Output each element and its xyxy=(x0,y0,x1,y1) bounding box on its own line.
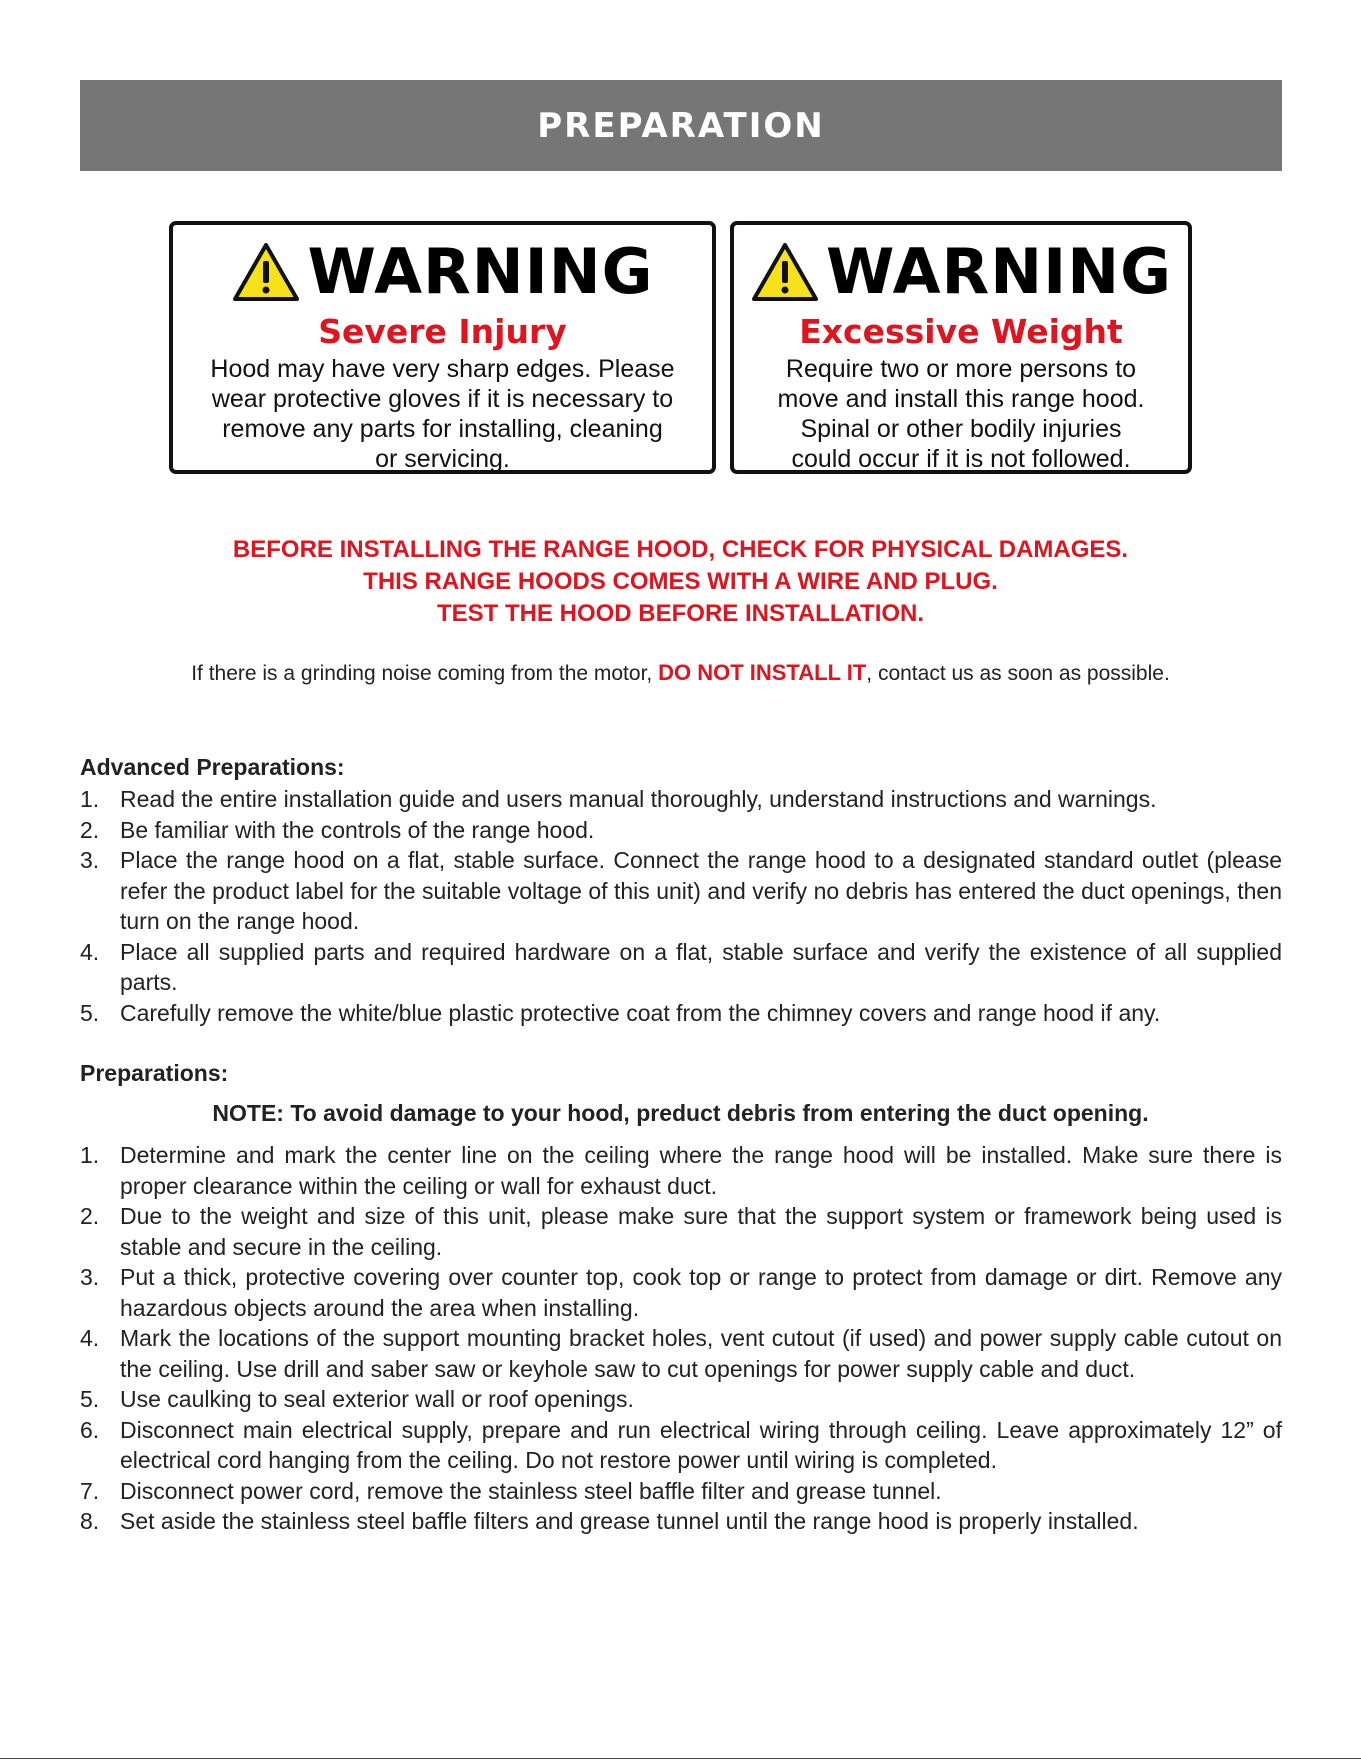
list-item xyxy=(80,937,1282,998)
warning-line: Require two or more persons to xyxy=(785,355,1137,383)
warning-box-severe-injury xyxy=(169,221,716,474)
list-item-text: Determine and mark the center line on the ceiling where the range hood will be installed. Make sure there is proper clearance within the ceiling or wall for exhaust duct. xyxy=(120,1142,1282,1199)
warning-triangle-icon xyxy=(750,241,820,303)
warning-line: or servicing. xyxy=(375,445,510,473)
warning-line: could occur if it is not followed. xyxy=(791,445,1131,473)
list-item xyxy=(80,845,1282,937)
alert-line: TEST THE HOOD BEFORE INSTALLATION. xyxy=(436,600,925,627)
list-item-number: 3. xyxy=(80,1264,100,1290)
list-item-number: 6. xyxy=(80,1416,100,1443)
list-item-number: 4. xyxy=(80,1325,100,1351)
warning-heading-row xyxy=(734,237,1188,307)
list-item xyxy=(80,1140,1282,1201)
list-item-text: Due to the weight and size of this unit, please make sure that the support system or framework being used is stable and secure in the ceiling. xyxy=(120,1203,1282,1260)
list-item-number: 2. xyxy=(80,816,100,843)
warning-line: move and install this range hood. xyxy=(777,385,1145,413)
list-item-text: Read the entire installation guide and users manual thoroughly, understand instructions and warnings. xyxy=(120,786,1157,812)
installation-alert xyxy=(0,534,1361,630)
warning-subheading: Excessive Weight xyxy=(799,312,1123,351)
notice-text-before: If there is a grinding noise coming from the motor, xyxy=(191,662,659,685)
warning-triangle-icon xyxy=(231,241,301,303)
list-item xyxy=(80,1262,1282,1323)
list-item xyxy=(80,1201,1282,1262)
list-item xyxy=(80,1415,1282,1476)
warning-heading: WARNING xyxy=(307,235,654,308)
alert-line: THIS RANGE HOODS COMES WITH A WIRE AND PLUG. xyxy=(363,568,998,595)
warning-subheading: Severe Injury xyxy=(318,312,567,351)
page-title: PREPARATION xyxy=(537,105,825,146)
warning-box-excessive-weight xyxy=(730,221,1192,474)
footer-rule xyxy=(0,1758,1361,1759)
list-item xyxy=(80,815,1282,846)
list-item-number: 2. xyxy=(80,1203,100,1229)
list-item-text: Set aside the stainless steel baffle filters and grease tunnel until the range hood is properly installed. xyxy=(120,1508,1139,1534)
list-item-number: 8. xyxy=(80,1508,100,1534)
advanced-preparations-list xyxy=(80,784,1282,1028)
preparations-list xyxy=(80,1140,1282,1537)
warning-text xyxy=(173,354,712,474)
preparations-note: NOTE: To avoid damage to your hood, preduct debris from entering the duct opening. xyxy=(212,1100,1149,1126)
list-item xyxy=(80,784,1282,815)
alert-line: BEFORE INSTALLING THE RANGE HOOD, CHECK FOR PHYSICAL DAMAGES. xyxy=(232,536,1129,563)
list-item-text: Carefully remove the white/blue plastic protective coat from the chimney covers and range hood if any. xyxy=(120,999,1161,1026)
list-item-number: 1. xyxy=(80,786,100,812)
list-item-number: 3. xyxy=(80,847,100,873)
list-item-text: Mark the locations of the support mounting bracket holes, vent cutout (if used) and power supply cable cutout on the ceiling. Use drill and saber saw or keyhole saw to cut openings for power supply cable and duct. xyxy=(120,1325,1282,1382)
list-item-text: Place the range hood on a flat, stable surface. Connect the range hood to a designated standard outlet (please refer the product label for the suitable voltage of this unit) and verify no debris has entered the duct openings, then turn on the range hood. xyxy=(120,847,1282,934)
list-item xyxy=(80,998,1282,1029)
motor-noise-notice xyxy=(0,660,1361,686)
list-item-text: Use caulking to seal exterior wall or roof openings. xyxy=(120,1386,634,1412)
notice-highlight: DO NOT INSTALL IT xyxy=(658,660,867,685)
warning-heading-row xyxy=(173,237,712,307)
list-item xyxy=(80,1476,1282,1507)
advanced-preparations-heading: Advanced Preparations: xyxy=(80,754,345,780)
list-item xyxy=(80,1506,1282,1537)
warning-heading: WARNING xyxy=(825,235,1173,308)
warning-line: Hood may have very sharp edges. Please xyxy=(210,355,675,383)
list-item-text: Be familiar with the controls of the range hood. xyxy=(120,816,595,843)
warning-line: Spinal or other bodily injuries xyxy=(800,415,1122,443)
list-item-number: 1. xyxy=(80,1142,100,1168)
warning-text xyxy=(734,354,1188,474)
list-item-number: 4. xyxy=(80,938,100,965)
list-item-text: Disconnect power cord, remove the stainless steel baffle filter and grease tunnel. xyxy=(120,1477,942,1504)
list-item-text: Disconnect main electrical supply, prepare and run electrical wiring through ceiling. Leave approximately 12” of electrical cord hanging from the ceiling. Do not restore power until wiring is completed. xyxy=(120,1416,1282,1473)
warning-line: remove any parts for installing, cleaning xyxy=(222,415,663,443)
list-item xyxy=(80,1384,1282,1415)
list-item xyxy=(80,1323,1282,1384)
list-item-number: 5. xyxy=(80,999,100,1026)
list-item-number: 5. xyxy=(80,1386,100,1412)
list-item-text: Place all supplied parts and required hardware on a flat, stable surface and verify the existence of all supplied parts. xyxy=(120,938,1282,995)
list-item-text: Put a thick, protective covering over counter top, cook top or range to protect from damage or dirt. Remove any hazardous objects around the area when installing. xyxy=(120,1264,1282,1321)
list-item-number: 7. xyxy=(80,1477,100,1504)
warning-line: wear protective gloves if it is necessary to xyxy=(211,385,674,413)
notice-text-after: , contact us as soon as possible. xyxy=(866,662,1170,685)
preparations-heading: Preparations: xyxy=(80,1060,229,1086)
section-banner xyxy=(80,80,1282,171)
